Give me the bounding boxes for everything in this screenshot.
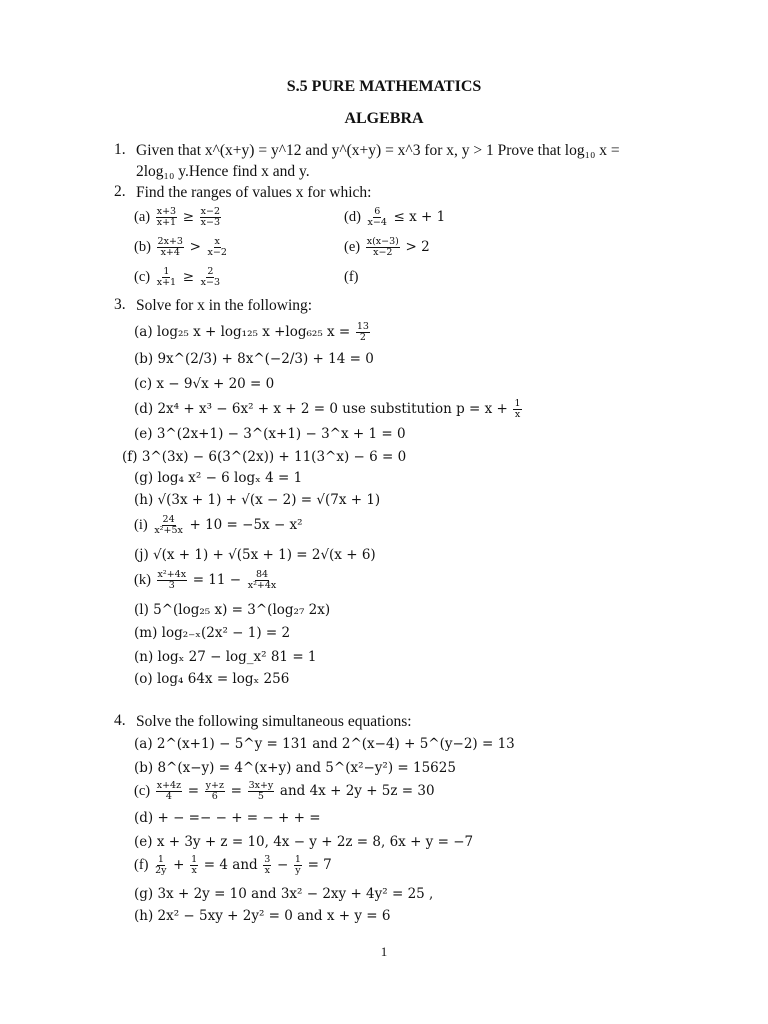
denominator: x²+5x	[154, 525, 183, 537]
operator: ≥	[182, 209, 195, 225]
numerator: 1	[191, 854, 198, 866]
denominator: y	[295, 865, 301, 877]
denominator: 2	[359, 332, 366, 344]
denominator: x+1	[156, 217, 177, 229]
item-label: (f)	[134, 857, 149, 873]
question-3j: (j) √(x + 1) + √(5x + 1) = 2√(x + 6)	[134, 547, 376, 563]
inequality-tail: > 2	[405, 239, 430, 255]
page-title: S.5 PURE MATHEMATICS	[286, 78, 482, 95]
question-3k	[134, 570, 279, 591]
equals-sign: =	[187, 783, 200, 799]
item-label: (f)	[344, 269, 359, 285]
minus-sign: −	[276, 857, 289, 873]
question-2c	[134, 267, 223, 288]
numerator: y+z	[205, 780, 224, 792]
numerator: 1	[294, 854, 301, 866]
numerator: x+3	[156, 206, 177, 218]
question-3g: (g) log₄ x² − 6 logₓ 4 = 1	[134, 470, 303, 486]
plus-sign: +	[173, 857, 185, 873]
question-1-line-2: 2log₁₀ y.Hence find x and y.	[136, 163, 310, 180]
question-4a: (a) 2^(x+1) − 5^y = 131 and 2^(x−4) + 5^(y−2) = 13	[134, 736, 515, 752]
fraction	[367, 207, 388, 228]
item-label: (a)	[134, 209, 151, 225]
equation: and 4x + 2y + 5z = 30	[279, 783, 435, 799]
question-3m: (m) log₂₋ₓ(2x² − 1) = 2	[134, 625, 291, 641]
numerator: 6	[374, 206, 381, 218]
item-label: (c)	[134, 783, 151, 799]
numerator: 1	[163, 266, 170, 278]
question-3a	[134, 322, 372, 343]
item-label: (b)	[134, 239, 151, 255]
denominator: x+4	[160, 247, 180, 259]
question-4f	[134, 855, 332, 876]
question-3i	[134, 515, 303, 536]
fraction	[205, 781, 225, 802]
question-3n: (n) logₓ 27 − log_x² 81 = 1	[134, 649, 317, 665]
denominator: 4	[165, 791, 172, 803]
fraction	[247, 570, 278, 591]
denominator: x−4	[367, 217, 387, 229]
section-title: ALGEBRA	[344, 110, 424, 127]
question-4-number: 4.	[114, 712, 126, 729]
question-3-prompt: Solve for x in the following:	[136, 297, 313, 314]
fraction	[200, 207, 221, 228]
fraction	[263, 855, 271, 876]
equation: (d) 2x⁴ + x³ − 6x² + x + 2 = 0 use substitution p = x +	[134, 401, 508, 417]
fraction	[513, 399, 521, 420]
fraction	[157, 570, 188, 591]
numerator: 2	[207, 266, 214, 278]
numerator: x+4z	[156, 780, 182, 792]
item-label: (i)	[134, 517, 148, 533]
denominator: x−3	[200, 277, 221, 289]
denominator: x	[191, 865, 197, 877]
question-1-number: 1.	[114, 141, 126, 158]
question-2a	[134, 207, 223, 228]
numerator: x	[214, 236, 220, 248]
operator: >	[189, 239, 201, 255]
item-label: (c)	[134, 269, 151, 285]
denominator: 3	[168, 580, 175, 592]
numerator: x²+4x	[157, 569, 187, 581]
numerator: 2x+3	[157, 236, 183, 248]
question-3h: (h) √(3x + 1) + √(x − 2) = √(7x + 1)	[134, 492, 381, 508]
equals-sign: =	[230, 783, 242, 799]
fraction	[156, 781, 182, 802]
question-2-number: 2.	[114, 183, 126, 200]
numerator: 1	[157, 854, 164, 866]
question-2f	[344, 267, 359, 287]
denominator: x	[514, 409, 521, 421]
denominator: 2y	[155, 865, 167, 877]
numerator: 3x+y	[248, 780, 274, 792]
denominator: x−2	[373, 247, 393, 259]
fraction	[156, 267, 177, 288]
denominator: 5	[257, 791, 264, 803]
numerator: 1	[514, 398, 521, 410]
question-3o: (o) log₄ 64x = logₓ 256	[134, 671, 290, 687]
numerator: 84	[255, 569, 269, 581]
question-4-prompt: Solve the following simultaneous equations:	[136, 713, 412, 730]
fraction	[156, 207, 177, 228]
item-label: (e)	[344, 239, 361, 255]
fraction	[200, 267, 221, 288]
denominator: x−3	[200, 217, 221, 229]
question-3b: (b) 9x^(2/3) + 8x^(−2/3) + 14 = 0	[134, 351, 374, 367]
question-3c: (c) x − 9√x + 20 = 0	[134, 376, 275, 392]
question-4c	[134, 781, 435, 802]
question-4d: (d) + − =− − + = − + + =	[134, 810, 321, 826]
fraction	[356, 322, 370, 343]
question-4h: (h) 2x² − 5xy + 2y² = 0 and x + y = 6	[134, 908, 391, 924]
question-3f: (f) 3^(3x) − 6(3^(2x)) + 11(3^x) − 6 = 0	[122, 449, 407, 465]
item-label: (k)	[134, 572, 151, 588]
fraction	[248, 781, 275, 802]
fraction	[366, 237, 400, 258]
fraction	[294, 855, 302, 876]
denominator: x	[264, 865, 270, 877]
equation: = 7	[307, 857, 332, 873]
question-4e: (e) x + 3y + z = 10, 4x − y + 2z = 8, 6x + y = −7	[134, 834, 474, 850]
question-2d	[344, 207, 445, 228]
numerator: x(x−3)	[366, 236, 399, 248]
fraction	[190, 855, 198, 876]
question-3l: (l) 5^(log₂₅ x) = 3^(log₂₇ 2x)	[134, 602, 331, 618]
fraction	[207, 237, 228, 258]
denominator: x²+4x	[247, 580, 277, 592]
fraction	[154, 855, 167, 876]
question-2e	[344, 237, 430, 258]
equation: = 11 −	[192, 572, 242, 588]
denominator: x−2	[207, 247, 227, 259]
denominator: x+1	[156, 277, 177, 289]
question-1-line-1: Given that x^(x+y) = y^12 and y^(x+y) = x^3 for x, y > 1 Prove that log₁₀ x =	[136, 142, 620, 159]
numerator: 3	[264, 854, 271, 866]
numerator: x−2	[200, 206, 221, 218]
page-number: 1	[380, 944, 388, 959]
question-4b: (b) 8^(x−y) = 4^(x+y) and 5^(x²−y²) = 15625	[134, 760, 456, 776]
numerator: 13	[356, 321, 369, 333]
question-3-number: 3.	[114, 296, 126, 313]
fraction	[157, 237, 184, 258]
question-4g: (g) 3x + 2y = 10 and 3x² − 2xy + 4y² = 25 ,	[134, 886, 434, 902]
item-label: (d)	[344, 209, 361, 225]
equation: = 4 and	[203, 857, 258, 873]
denominator: 6	[211, 791, 218, 803]
fraction	[153, 515, 184, 536]
operator: ≥	[182, 269, 195, 285]
numerator: 24	[162, 514, 175, 526]
question-2b	[134, 237, 230, 258]
equation: + 10 = −5x − x²	[189, 517, 303, 533]
question-3d	[134, 399, 524, 420]
question-3e: (e) 3^(2x+1) − 3^(x+1) − 3^x + 1 = 0	[134, 426, 406, 442]
inequality-tail: ≤ x + 1	[393, 209, 446, 225]
equation: (a) log₂₅ x + log₁₂₅ x +log₆₂₅ x =	[134, 324, 351, 340]
question-2-prompt: Find the ranges of values x for which:	[136, 184, 372, 201]
